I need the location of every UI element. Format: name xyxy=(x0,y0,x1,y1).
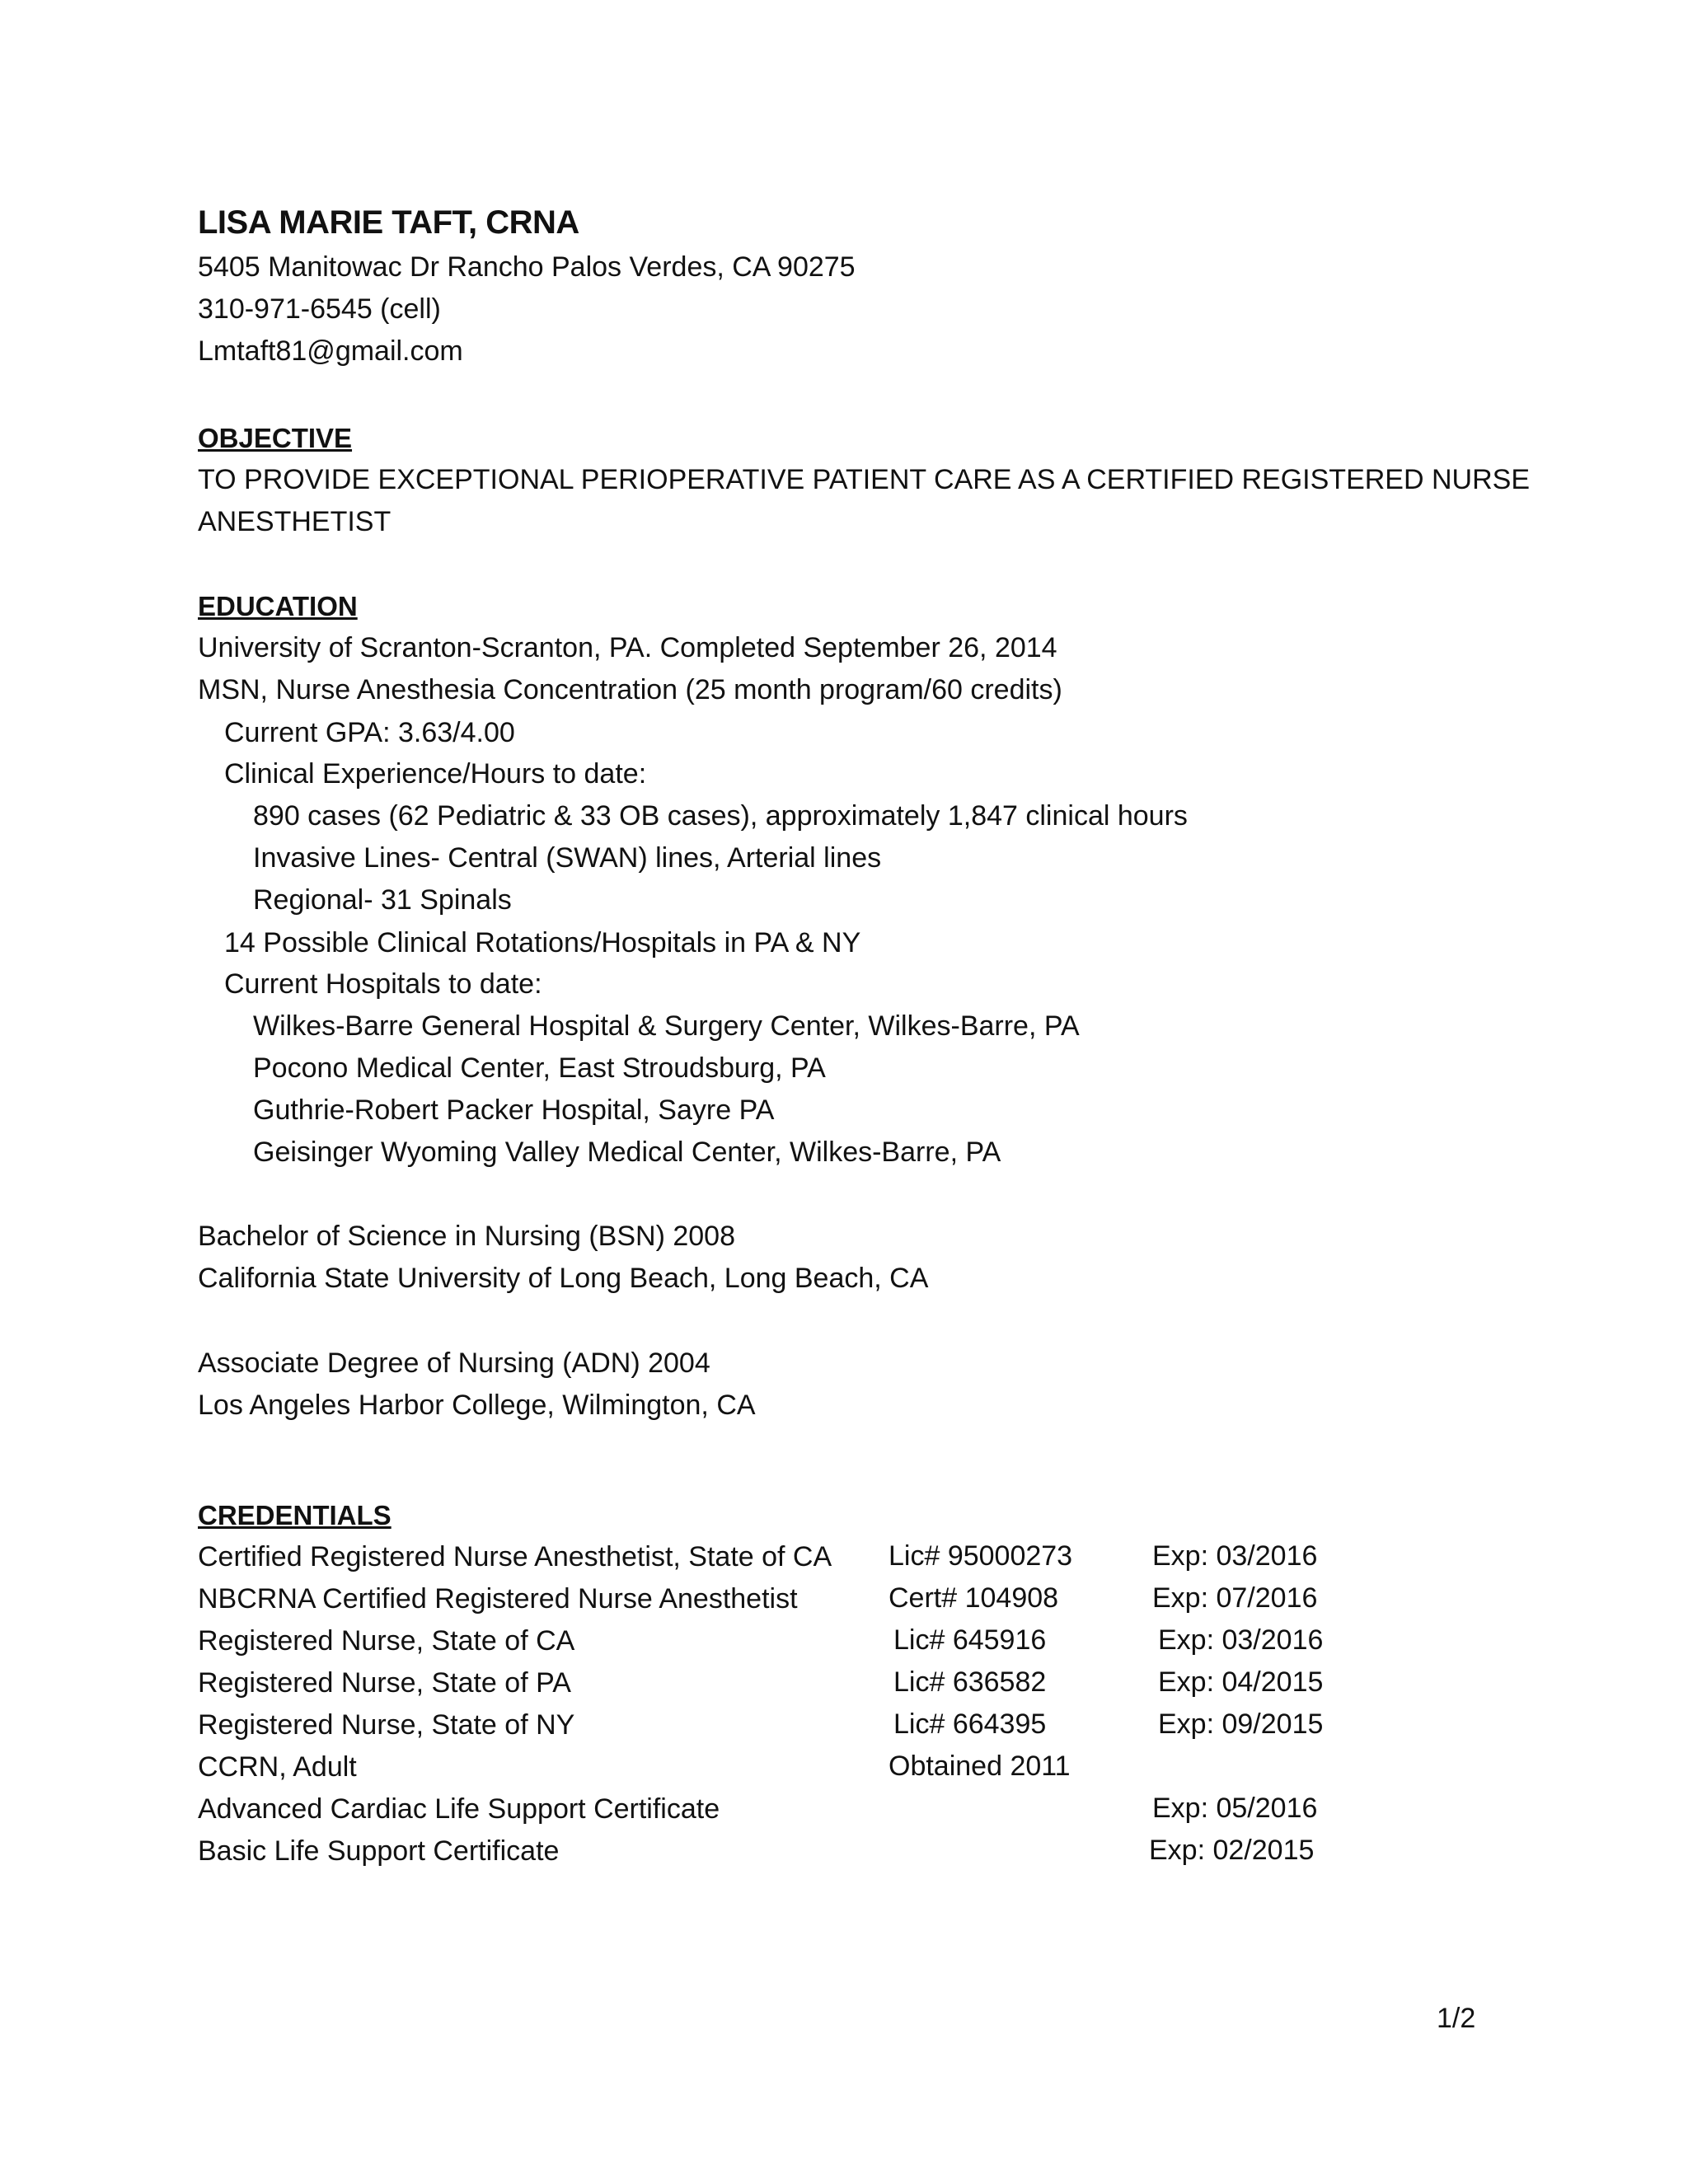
education-line: Pocono Medical Center, East Stroudsburg, PA xyxy=(253,1052,826,1084)
credential-exp: Exp: 09/2015 xyxy=(1158,1708,1324,1740)
credential-title: Registered Nurse, State of CA xyxy=(198,1625,575,1657)
credentials-heading: CREDENTIALS xyxy=(198,1500,392,1530)
credential-title: NBCRNA Certified Registered Nurse Anesthetist xyxy=(198,1583,798,1615)
education-line: Bachelor of Science in Nursing (BSN) 2008 xyxy=(198,1221,735,1252)
address: 5405 Manitowac Dr Rancho Palos Verdes, CA 90275 xyxy=(198,251,856,283)
education-heading: EDUCATION xyxy=(198,591,358,621)
credential-title: CCRN, Adult xyxy=(198,1751,357,1783)
credential-id: Lic# 95000273 xyxy=(889,1540,1073,1572)
credential-title: Advanced Cardiac Life Support Certificate xyxy=(198,1793,720,1825)
education-line: Current Hospitals to date: xyxy=(224,968,542,1000)
objective-text-line2: ANESTHETIST xyxy=(198,506,392,537)
credential-id: Lic# 645916 xyxy=(893,1624,1047,1656)
education-line: Current GPA: 3.63/4.00 xyxy=(224,717,515,748)
credential-id: Lic# 664395 xyxy=(893,1708,1047,1740)
education-line: Invasive Lines- Central (SWAN) lines, Arterial lines xyxy=(253,842,882,874)
credential-id: Cert# 104908 xyxy=(889,1582,1059,1614)
credential-title: Certified Registered Nurse Anesthetist, State of CA xyxy=(198,1541,832,1572)
credential-title: Basic Life Support Certificate xyxy=(198,1835,560,1867)
education-line: Clinical Experience/Hours to date: xyxy=(224,758,647,790)
credential-id: Obtained 2011 xyxy=(889,1750,1071,1782)
education-line: Associate Degree of Nursing (ADN) 2004 xyxy=(198,1347,710,1379)
education-line: Los Angeles Harbor College, Wilmington, CA xyxy=(198,1390,756,1421)
education-line: University of Scranton-Scranton, PA. Completed September 26, 2014 xyxy=(198,632,1057,663)
credential-exp: Exp: 02/2015 xyxy=(1149,1835,1315,1866)
education-line: 890 cases (62 Pediatric & 33 OB cases), approximately 1,847 clinical hours xyxy=(253,800,1188,832)
education-line: Regional- 31 Spinals xyxy=(253,884,512,916)
objective-heading: OBJECTIVE xyxy=(198,423,353,453)
education-line: Wilkes-Barre General Hospital & Surgery Center, Wilkes-Barre, PA xyxy=(253,1010,1080,1042)
education-line: MSN, Nurse Anesthesia Concentration (25 month program/60 credits) xyxy=(198,674,1062,705)
education-line: Geisinger Wyoming Valley Medical Center, Wilkes-Barre, PA xyxy=(253,1137,1001,1168)
credential-title: Registered Nurse, State of NY xyxy=(198,1709,575,1741)
credential-exp: Exp: 05/2016 xyxy=(1152,1793,1318,1824)
education-line: 14 Possible Clinical Rotations/Hospitals in PA & NY xyxy=(224,927,861,958)
phone: 310-971-6545 (cell) xyxy=(198,293,441,325)
credential-exp: Exp: 03/2016 xyxy=(1158,1624,1324,1656)
credential-exp: Exp: 03/2016 xyxy=(1152,1540,1318,1572)
education-line: California State University of Long Beach, Long Beach, CA xyxy=(198,1263,929,1294)
credential-exp: Exp: 04/2015 xyxy=(1158,1666,1324,1698)
page-number: 1/2 xyxy=(1437,2003,1476,2034)
credential-id: Lic# 636582 xyxy=(893,1666,1047,1698)
candidate-name: LISA MARIE TAFT, CRNA xyxy=(198,204,579,241)
education-line: Guthrie-Robert Packer Hospital, Sayre PA xyxy=(253,1094,775,1126)
credential-title: Registered Nurse, State of PA xyxy=(198,1667,571,1699)
email: Lmtaft81@gmail.com xyxy=(198,335,463,367)
credential-exp: Exp: 07/2016 xyxy=(1152,1582,1318,1614)
objective-text-line1: TO PROVIDE EXCEPTIONAL PERIOPERATIVE PATIENT CARE AS A CERTIFIED REGISTERED NURSE xyxy=(198,464,1530,495)
